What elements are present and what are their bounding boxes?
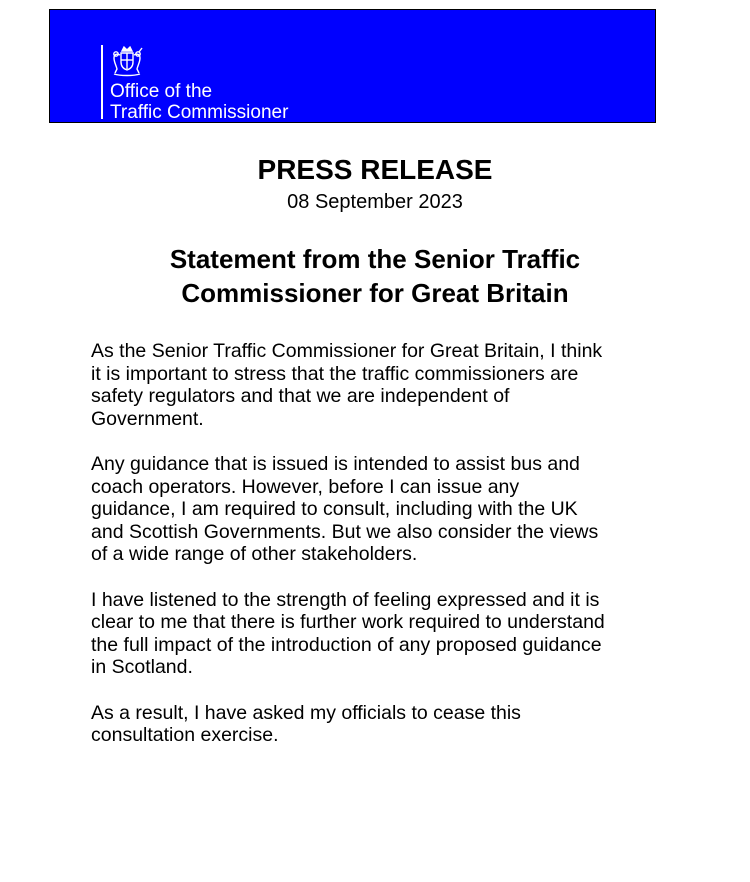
body-paragraph [91,702,671,747]
body-line: safety regulators and that we are independent of [91,385,510,407]
statement-body [91,340,671,770]
body-paragraph [91,453,671,566]
statement-headline [0,242,750,310]
body-line: consultation exercise. [91,724,279,746]
body-paragraph [91,340,671,430]
crest-divider [101,45,103,119]
body-line: coach operators. However, before I can issue any [91,475,520,498]
body-line: guidance, I am required to consult, including with the UK [91,498,578,520]
body-line: the full impact of the introduction of any proposed guidance [91,633,602,656]
press-release-title: PRESS RELEASE [257,154,493,185]
organisation-name-line-2: Traffic Commissioner [110,102,289,123]
body-line: of a wide range of other stakeholders. [91,543,418,565]
body-line: it is important to stress that the traffic commissioners are [91,362,579,385]
body-line: I have listened to the strength of feeling expressed and it is [91,588,600,611]
body-line: As the Senior Traffic Commissioner for Great Britain, I think [91,340,603,362]
body-line: and Scottish Governments. But we also consider the views [91,520,599,543]
body-line: in Scotland. [91,656,193,678]
body-line: As a result, I have asked my officials to cease this [91,701,521,724]
headline-line-2: Commissioner for Great Britain [181,278,569,308]
press-release-date: 08 September 2023 [287,191,463,213]
organisation-name [110,81,288,123]
header-banner [49,9,656,123]
organisation-name-line-1: Office of the [110,81,213,102]
headline-line-1: Statement from the Senior Traffic [169,244,581,274]
body-line: Any guidance that is issued is intended to assist bus and [91,453,580,475]
body-line: clear to me that there is further work required to understand [91,611,605,633]
royal-coat-of-arms-icon [108,45,146,78]
body-line: Government. [91,407,204,430]
body-paragraph [91,589,671,679]
